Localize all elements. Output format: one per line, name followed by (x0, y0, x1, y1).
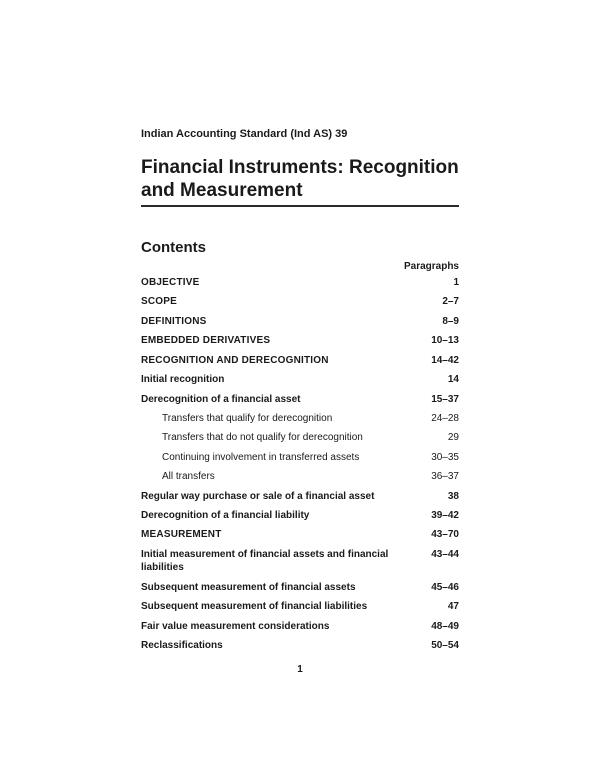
toc-entry-paragraphs: 38 (447, 491, 459, 502)
paragraphs-column-header: Paragraphs (403, 261, 459, 272)
toc-entry-label: Reclassifications (141, 640, 223, 651)
title-divider (141, 205, 459, 207)
document-title: Financial Instruments: Recognition and Measurement (141, 157, 459, 201)
toc-entry (141, 509, 459, 522)
toc-entry-label: All transfers (162, 471, 215, 482)
standard-reference: Indian Accounting Standard (Ind AS) 39 (141, 128, 348, 140)
toc-entry (141, 354, 459, 367)
toc-entry (141, 581, 459, 594)
toc-entry-label: Derecognition of a financial liability (141, 510, 310, 521)
toc-entry-label: Subsequent measurement of financial assets (141, 582, 356, 593)
toc-entry (141, 620, 459, 633)
page-number: 1 (297, 664, 303, 675)
toc-entry-label: Subsequent measurement of financial liabilities (141, 601, 368, 612)
toc-entry-paragraphs: 15–37 (431, 394, 459, 405)
toc-entry (141, 639, 459, 652)
toc-entry-paragraphs: 48–49 (431, 621, 459, 632)
toc-entry-label: SCOPE (141, 296, 178, 307)
toc-entry-paragraphs: 8–9 (442, 316, 459, 327)
toc-entry-paragraphs: 36–37 (431, 471, 459, 482)
toc-entry-label: Initial measurement of financial assets and financial liabilities (141, 549, 389, 573)
toc-entry-paragraphs: 43–70 (431, 529, 459, 540)
toc-entry (141, 276, 459, 289)
toc-entry-paragraphs: 39–42 (431, 510, 459, 521)
toc-entry-paragraphs: 47 (447, 601, 459, 612)
toc-entry-label: Transfers that do not qualify for derecognition (162, 432, 363, 443)
toc-entry (141, 412, 459, 425)
toc-entry-paragraphs: 2–7 (442, 296, 459, 307)
toc-entry (141, 373, 459, 386)
toc-entry (141, 334, 459, 347)
toc-entry-paragraphs: 24–28 (431, 413, 459, 424)
toc-entry-label: Initial recognition (141, 374, 225, 385)
toc-entry (141, 451, 459, 464)
toc-entry-paragraphs: 43–44 (431, 549, 459, 560)
toc-entry-paragraphs: 30–35 (431, 452, 459, 463)
toc-entry (141, 600, 459, 613)
toc-entry-label: MEASUREMENT (141, 529, 222, 540)
toc-entry-label: RECOGNITION AND DERECOGNITION (141, 355, 329, 366)
toc-entry (141, 490, 459, 503)
toc-entry-label: OBJECTIVE (141, 277, 200, 288)
toc-entry-paragraphs: 1 (453, 277, 459, 288)
toc-entry-label: Fair value measurement considerations (141, 621, 330, 632)
toc-entry-paragraphs: 14–42 (431, 355, 459, 366)
toc-entry-label: Derecognition of a financial asset (141, 394, 301, 405)
toc-entry-paragraphs: 10–13 (431, 335, 459, 346)
toc-entry (141, 528, 459, 541)
contents-heading: Contents (141, 239, 206, 256)
toc-entry (141, 470, 459, 483)
toc-entry-paragraphs: 14 (447, 374, 459, 385)
toc-entry-label: EMBEDDED DERIVATIVES (141, 335, 271, 346)
toc-entry (141, 315, 459, 328)
toc-entry (141, 431, 459, 444)
toc-entry (141, 295, 459, 308)
toc-entry (141, 548, 459, 574)
toc-entry-label: Regular way purchase or sale of a financial asset (141, 491, 375, 502)
toc-entry (141, 393, 459, 406)
toc-entry-label: DEFINITIONS (141, 316, 207, 327)
toc-entry-label: Transfers that qualify for derecognition (162, 413, 333, 424)
toc-entry-paragraphs: 50–54 (431, 640, 459, 651)
toc-entry-label: Continuing involvement in transferred assets (162, 452, 360, 463)
toc-entry-paragraphs: 29 (447, 432, 459, 443)
toc-entry-paragraphs: 45–46 (431, 582, 459, 593)
